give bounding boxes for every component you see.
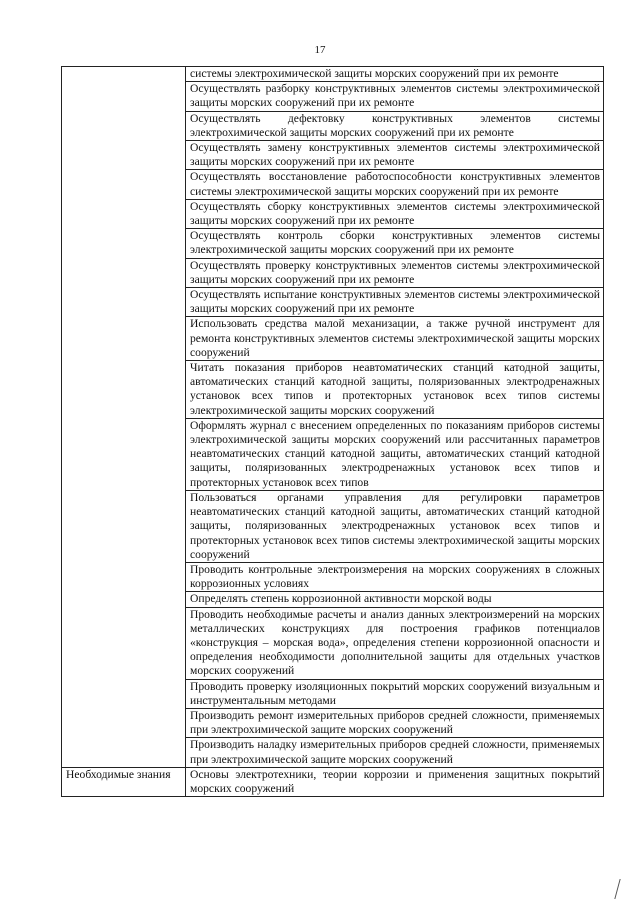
- row-text: Осуществлять дефектовку конструктивных элементов системы электрохимической защиты морских сооружений при их ремонте: [186, 111, 604, 140]
- row-text: Проводить проверку изоляционных покрытий морских сооружений визуальным и инструментальным методами: [186, 679, 604, 708]
- row-text: Оформлять журнал с внесением определенных по показаниям приборов системы электрохимической защиты морских сооружений или рассчитанных параметров неавтоматических станций катодной защиты, автоматических станций катодной защиты, поляризованных электродренажных установок всех типов и протекторных установок всех типов: [186, 418, 604, 490]
- row-text: Осуществлять восстановление работоспособности конструктивных элементов системы электрохимической защиты морских сооружений при их ремонте: [186, 170, 604, 199]
- row-text: Осуществлять сборку конструктивных элементов системы электрохимической защиты морских сооружений при их ремонте: [186, 199, 604, 228]
- row-text: Осуществлять замену конструктивных элементов системы электрохимической защиты морских сооружений при их ремонте: [186, 141, 604, 170]
- row-text: Использовать средства малой механизации, а также ручной инструмент для ремонта конструктивных элементов системы электрохимической защиты морских сооружений: [186, 317, 604, 361]
- row-text: Определять степень коррозионной активности морской воды: [186, 592, 604, 607]
- row-text: Производить наладку измерительных приборов средней сложности, применяемых при электрохимической защите морских сооружений: [186, 738, 604, 767]
- page-number: 17: [314, 44, 326, 56]
- row-text: Читать показания приборов неавтоматических станций катодной защиты, автоматических станций катодной защиты, поляризованных электродренажных установок всех типов и протекторных установок всех типов системы электрохимической защиты морских сооружений: [186, 361, 604, 419]
- row-text: Осуществлять испытание конструктивных элементов системы электрохимической защиты морских сооружений при их ремонте: [186, 288, 604, 317]
- row-text: Осуществлять проверку конструктивных элементов системы электрохимической защиты морских сооружений при их ремонте: [186, 258, 604, 287]
- row-text: Проводить необходимые расчеты и анализ данных электроизмерений на морских металлических конструкциях для построения графиков потенциалов «конструкция – морская вода», определения степени коррозионной опасности и определения необходимости дополнительной защиты для отдельных участков морских сооружений: [186, 607, 604, 679]
- row-text: Проводить контрольные электроизмерения на морских сооружениях в сложных коррозионных условиях: [186, 562, 604, 591]
- row-text: системы электрохимической защиты морских сооружений при их ремонте: [186, 67, 604, 82]
- pen-mark: [602, 879, 620, 899]
- row-text: Осуществлять разборку конструктивных элементов системы электрохимической защиты морских сооружений при их ремонте: [186, 82, 604, 111]
- row-label-knowledge: Необходимые знания: [62, 767, 186, 796]
- table-row: [62, 767, 604, 796]
- row-label-skills: [62, 67, 186, 768]
- row-text: Основы электротехники, теории коррозии и применения защитных покрытий морских сооружений: [186, 767, 604, 796]
- skills-table: [61, 66, 604, 797]
- row-text: Производить ремонт измерительных приборов средней сложности, применяемых при электрохимической защите морских сооружений: [186, 708, 604, 737]
- table-row: [62, 67, 604, 82]
- row-text: Осуществлять контроль сборки конструктивных элементов системы электрохимической защиты морских сооружений при их ремонте: [186, 229, 604, 258]
- row-text: Пользоваться органами управления для регулировки параметров неавтоматических станций катодной защиты, автоматических станций катодной защиты, поляризованных электродренажных установок всех типов и протекторных установок всех типов системы электрохимической защиты морских сооружений: [186, 490, 604, 562]
